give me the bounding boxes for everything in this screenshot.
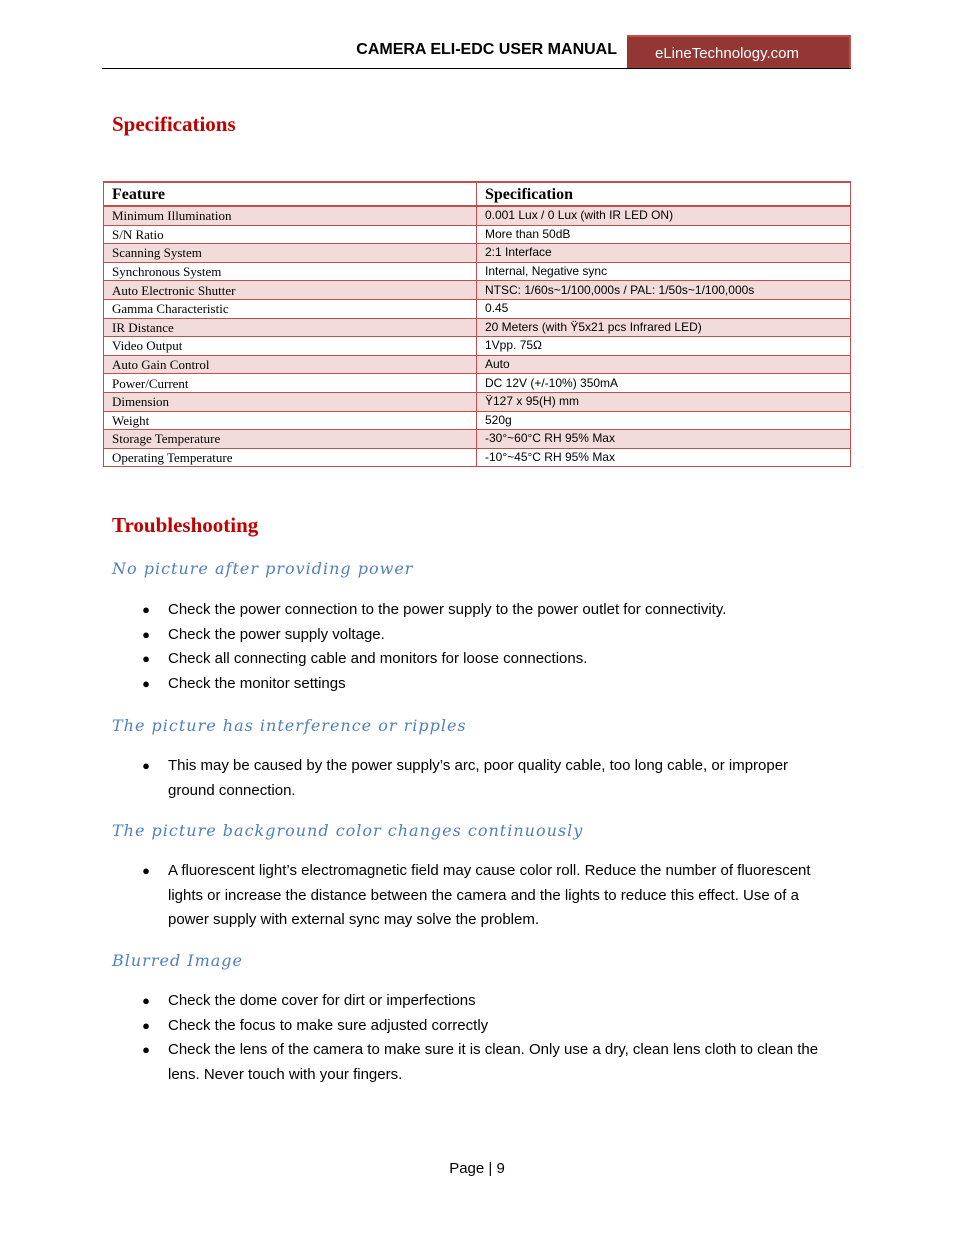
- feature-cell: Video Output: [104, 337, 477, 356]
- feature-cell: Weight: [104, 411, 477, 430]
- specification-cell: 0.001 Lux / 0 Lux (with IR LED ON): [477, 206, 851, 225]
- page-header: [102, 33, 851, 69]
- table-row: [104, 355, 851, 374]
- specification-cell: -30°~60°C RH 95% Max: [477, 430, 851, 449]
- bullet-icon: ●: [142, 1042, 150, 1058]
- specification-cell: More than 50dB: [477, 225, 851, 244]
- specification-cell: Internal, Negative sync: [477, 262, 851, 281]
- bullet-icon: ●: [142, 675, 150, 691]
- table-row: [104, 411, 851, 430]
- list-item: ● This may be caused by the power supply’s arc, poor quality cable, too long cable, or improper ground connection.: [141, 754, 821, 803]
- table-row: [104, 392, 851, 411]
- specification-cell: Ÿ127 x 95(H) mm: [477, 392, 851, 411]
- feature-cell: Power/Current: [104, 374, 477, 393]
- table-row: [104, 244, 851, 263]
- specification-cell: 1Vpp. 75Ω: [477, 337, 851, 356]
- specifications-table: [103, 181, 851, 467]
- no-picture-list: [141, 598, 821, 696]
- section-title-background-color: The picture background color changes continuously: [112, 821, 584, 840]
- table-row: [104, 225, 851, 244]
- feature-cell: Synchronous System: [104, 262, 477, 281]
- table-row: [104, 448, 851, 467]
- bullet-icon: ●: [142, 626, 150, 642]
- feature-cell: Auto Gain Control: [104, 355, 477, 374]
- feature-cell: Auto Electronic Shutter: [104, 281, 477, 300]
- feature-cell: IR Distance: [104, 318, 477, 337]
- column-header-specification: Specification: [477, 182, 851, 206]
- table-row: [104, 299, 851, 318]
- feature-cell: Dimension: [104, 392, 477, 411]
- bullet-icon: ●: [142, 651, 150, 667]
- specification-cell: 520g: [477, 411, 851, 430]
- bullet-icon: ●: [142, 1017, 150, 1033]
- table-header-row: [104, 182, 851, 206]
- section-title-blurred-image: Blurred Image: [112, 951, 244, 970]
- table-row: [104, 206, 851, 225]
- bullet-icon: ●: [142, 758, 150, 773]
- table-row: [104, 318, 851, 337]
- list-item: ● Check the lens of the camera to make sure it is clean. Only use a dry, clean lens cloth to clean the lens. Never touch with your fingers.: [141, 1038, 821, 1087]
- troubleshooting-heading: Troubleshooting: [112, 513, 259, 537]
- section-title-no-picture: No picture after providing power: [112, 559, 414, 578]
- specification-cell: NTSC: 1/60s~1/100,000s / PAL: 1/50s~1/100,000s: [477, 281, 851, 300]
- interference-list: [141, 754, 821, 803]
- header-divider: [102, 68, 851, 69]
- bullet-icon: ●: [142, 993, 150, 1008]
- blurred-image-list: [141, 989, 821, 1087]
- table-row: [104, 337, 851, 356]
- feature-cell: Storage Temperature: [104, 430, 477, 449]
- specifications-heading: Specifications: [112, 112, 236, 136]
- specification-cell: 20 Meters (with Ÿ5x21 pcs Infrared LED): [477, 318, 851, 337]
- list-item: ● A fluorescent light’s electromagnetic field may cause color roll. Reduce the number of fluorescent lights or increase the distance between the camera and the lights to reduce this effect. Use of a power supply with external sync may solve the problem.: [141, 859, 821, 933]
- list-item: ● Check the monitor settings: [141, 672, 821, 697]
- specification-cell: DC 12V (+/-10%) 350mA: [477, 374, 851, 393]
- section-title-interference: The picture has interference or ripples: [112, 716, 467, 735]
- specifications-table-body: [104, 206, 851, 467]
- table-row: [104, 430, 851, 449]
- column-header-feature: Feature: [104, 182, 477, 206]
- feature-cell: S/N Ratio: [104, 225, 477, 244]
- list-item: ● Check the dome cover for dirt or imperfections: [141, 989, 821, 1014]
- bullet-icon: ●: [142, 602, 150, 617]
- specification-cell: 0.45: [477, 299, 851, 318]
- list-item: ● Check the focus to make sure adjusted correctly: [141, 1014, 821, 1039]
- specification-cell: 2:1 Interface: [477, 244, 851, 263]
- page-number: Page | 9: [449, 1160, 505, 1177]
- feature-cell: Scanning System: [104, 244, 477, 263]
- manual-title: CAMERA ELI-EDC USER MANUAL: [356, 41, 617, 58]
- background-color-list: [141, 859, 821, 933]
- list-item: ● Check all connecting cable and monitors for loose connections.: [141, 647, 821, 672]
- table-row: [104, 262, 851, 281]
- feature-cell: Minimum Illumination: [104, 206, 477, 225]
- specification-cell: -10°~45°C RH 95% Max: [477, 448, 851, 467]
- list-item: ● Check the power connection to the power supply to the power outlet for connectivity.: [141, 598, 821, 623]
- specification-cell: Auto: [477, 355, 851, 374]
- site-badge: eLineTechnology.com: [627, 35, 851, 69]
- bullet-icon: ●: [142, 863, 150, 878]
- list-item: ● Check the power supply voltage.: [141, 623, 821, 648]
- table-row: [104, 374, 851, 393]
- feature-cell: Operating Temperature: [104, 448, 477, 467]
- table-row: [104, 281, 851, 300]
- feature-cell: Gamma Characteristic: [104, 299, 477, 318]
